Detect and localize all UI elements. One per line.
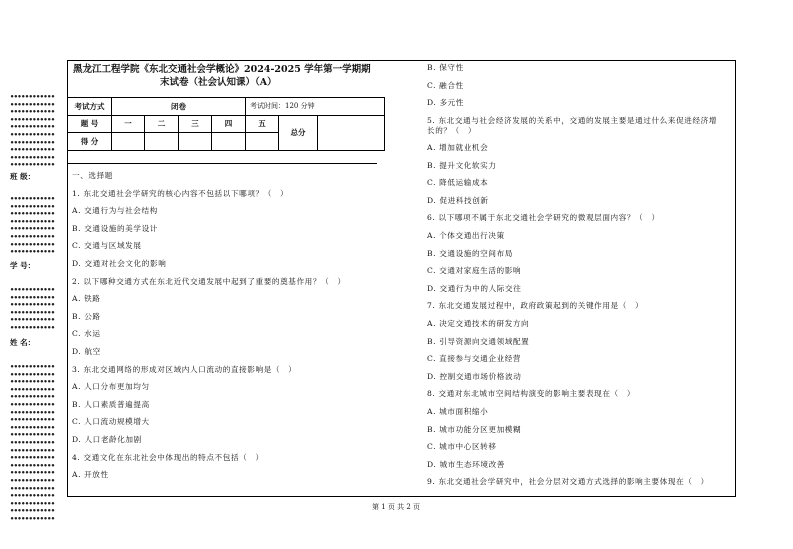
score-cell	[179, 133, 212, 151]
answer-option: B. 提升文化软实力	[427, 160, 497, 170]
answer-option: D. 控制交通市场价格波动	[427, 371, 522, 381]
answer-option: B. 交通设施的空间布局	[427, 248, 513, 258]
binding-line-dots: •••••••••••• •••••••••••• •••••••••••• •••••••••••• •••••••••••• •••••••••••• •••••••••••• •••••••••••• •••••••••••• •••••••••••• •••••••••••• •••••••••••• •••••••••••• •••••••••••• •••••••••••• •••••••••••• •••••••••••• •••••••••••• •••••••••••• •••••••••••• ••••••••••••	[10, 364, 55, 523]
score-label: 得 分	[68, 133, 112, 151]
answer-option: A. 增加就业机会	[427, 143, 489, 152]
section-heading: 长的？（ ）	[427, 125, 477, 135]
exam-title-line2: 末试卷（社会认知课）（A）	[160, 77, 277, 88]
total-label: 总分	[279, 115, 318, 150]
binding-line-dots: •••••••••••• •••••••••••• •••••••••••• •••••••••••• •••••••••••• •••••••••••• •••••••••••• ••••••••••••	[10, 196, 55, 257]
question-text: 2. 以下哪种交通方式在东北近代交通发展中起到了重要的奠基作用？（ ）	[72, 276, 346, 286]
question-text: 4. 交通文化在东北社会中体现出的特点不包括（ ）	[72, 452, 264, 462]
score-cell	[246, 133, 279, 151]
answer-option: B. 人口素质普遍提高	[72, 399, 150, 409]
question-text: 9. 东北交通社会学研究中，社会分层对交通方式选择的影响主要体现在（ ）	[427, 477, 709, 487]
answer-option: A. 开放性	[72, 470, 109, 480]
score-cell	[212, 133, 246, 151]
section-heading: 一、选择题	[72, 171, 113, 180]
answer-option: C. 融合性	[427, 80, 464, 90]
answer-option: B. 交通设施的美学设计	[72, 223, 158, 233]
question-text: 8. 交通对东北城市空间结构演变的影响主要表现在（ ）	[427, 389, 636, 399]
score-cell	[112, 133, 145, 151]
student-id-label: 学 号：	[10, 261, 36, 270]
answer-option: A. 个体交通出行决策	[427, 231, 505, 240]
question-text: 7. 东北交通发展过程中，政府政策起到的关键作用是（ ）	[427, 301, 644, 311]
answer-option: D. 交通对社会文化的影响	[72, 259, 167, 268]
answer-option: A. 决定交通技术的研发方向	[427, 319, 530, 328]
answer-option: C. 城市中心区转移	[427, 442, 497, 452]
exam-info-table	[67, 97, 385, 151]
page-number: 第 1 页 共 2 页	[372, 503, 421, 511]
question-no-label: 题 号	[68, 115, 112, 133]
exam-time: 考试时间：120 分钟	[246, 98, 385, 116]
answer-option: D. 城市生态环境改善	[427, 459, 505, 469]
question-text: 6. 以下哪项不属于东北交通社会学研究的微观层面内容？（ ）	[427, 213, 660, 223]
answer-option: D. 人口老龄化加剧	[72, 435, 142, 444]
column-header: 四	[212, 115, 246, 133]
divider-line	[67, 163, 377, 164]
column-header: 二	[145, 115, 179, 133]
question-text: 1. 东北交通社会学研究的核心内容不包括以下哪项？（ ）	[72, 188, 289, 198]
answer-option: D. 航空	[72, 347, 101, 356]
answer-option: B. 保守性	[427, 63, 464, 72]
answer-option: B. 公路	[72, 311, 101, 321]
answer-option: A. 城市面积缩小	[427, 407, 489, 416]
answer-option: B. 引导资源向交通领域配置	[427, 336, 530, 346]
answer-option: C. 水运	[72, 329, 101, 339]
answer-option: A. 人口分布更加均匀	[72, 382, 150, 392]
question-text: 5. 东北交通与社会经济发展的关系中，交通的发展主要是通过什么来促进经济增	[427, 115, 718, 125]
binding-line-dots: •••••••••••• •••••••••••• •••••••••••• •••••••••••• •••••••••••• ••••••••••••	[10, 287, 55, 332]
total-score-cell	[318, 115, 385, 150]
answer-option: C. 降低运输成本	[427, 178, 489, 188]
score-cell	[145, 133, 179, 151]
answer-option: A. 交通行为与社会结构	[72, 206, 158, 216]
question-text: 3. 东北交通网络的形成对区域内人口流动的直接影响是（ ）	[72, 364, 297, 374]
column-header: 三	[179, 115, 212, 133]
answer-option: C. 直接参与交通企业经营	[427, 354, 522, 364]
answer-option: D. 交通行为中的人际交往	[427, 283, 522, 293]
exam-title-line1: 黑龙江工程学院《东北交通社会学概论》2024-2025 学年第一学期期	[73, 64, 371, 75]
binding-line-dots: •••••••••••• •••••••••••• •••••••••••• •••••••••••• •••••••••••• •••••••••••• •••••••••••• •••••••••••• •••••••••••• ••••••••••••	[10, 94, 55, 170]
column-header: 一	[112, 115, 145, 133]
name-label: 姓 名：	[10, 338, 36, 347]
answer-option: B. 城市功能分区更加模糊	[427, 424, 522, 434]
class-label: 班 级：	[10, 172, 36, 181]
answer-option: D. 多元性	[427, 98, 465, 108]
exam-mode-label: 考试方式	[68, 98, 112, 116]
answer-option: C. 人口流动规模增大	[72, 417, 150, 427]
exam-mode-value: 闭卷	[112, 98, 246, 116]
answer-option: D. 促进科技创新	[427, 195, 489, 205]
answer-option: A. 铁路	[72, 294, 101, 304]
answer-option: C. 交通对家庭生活的影响	[427, 266, 522, 276]
column-header: 五	[246, 115, 279, 133]
answer-option: C. 交通与区域发展	[72, 241, 142, 251]
